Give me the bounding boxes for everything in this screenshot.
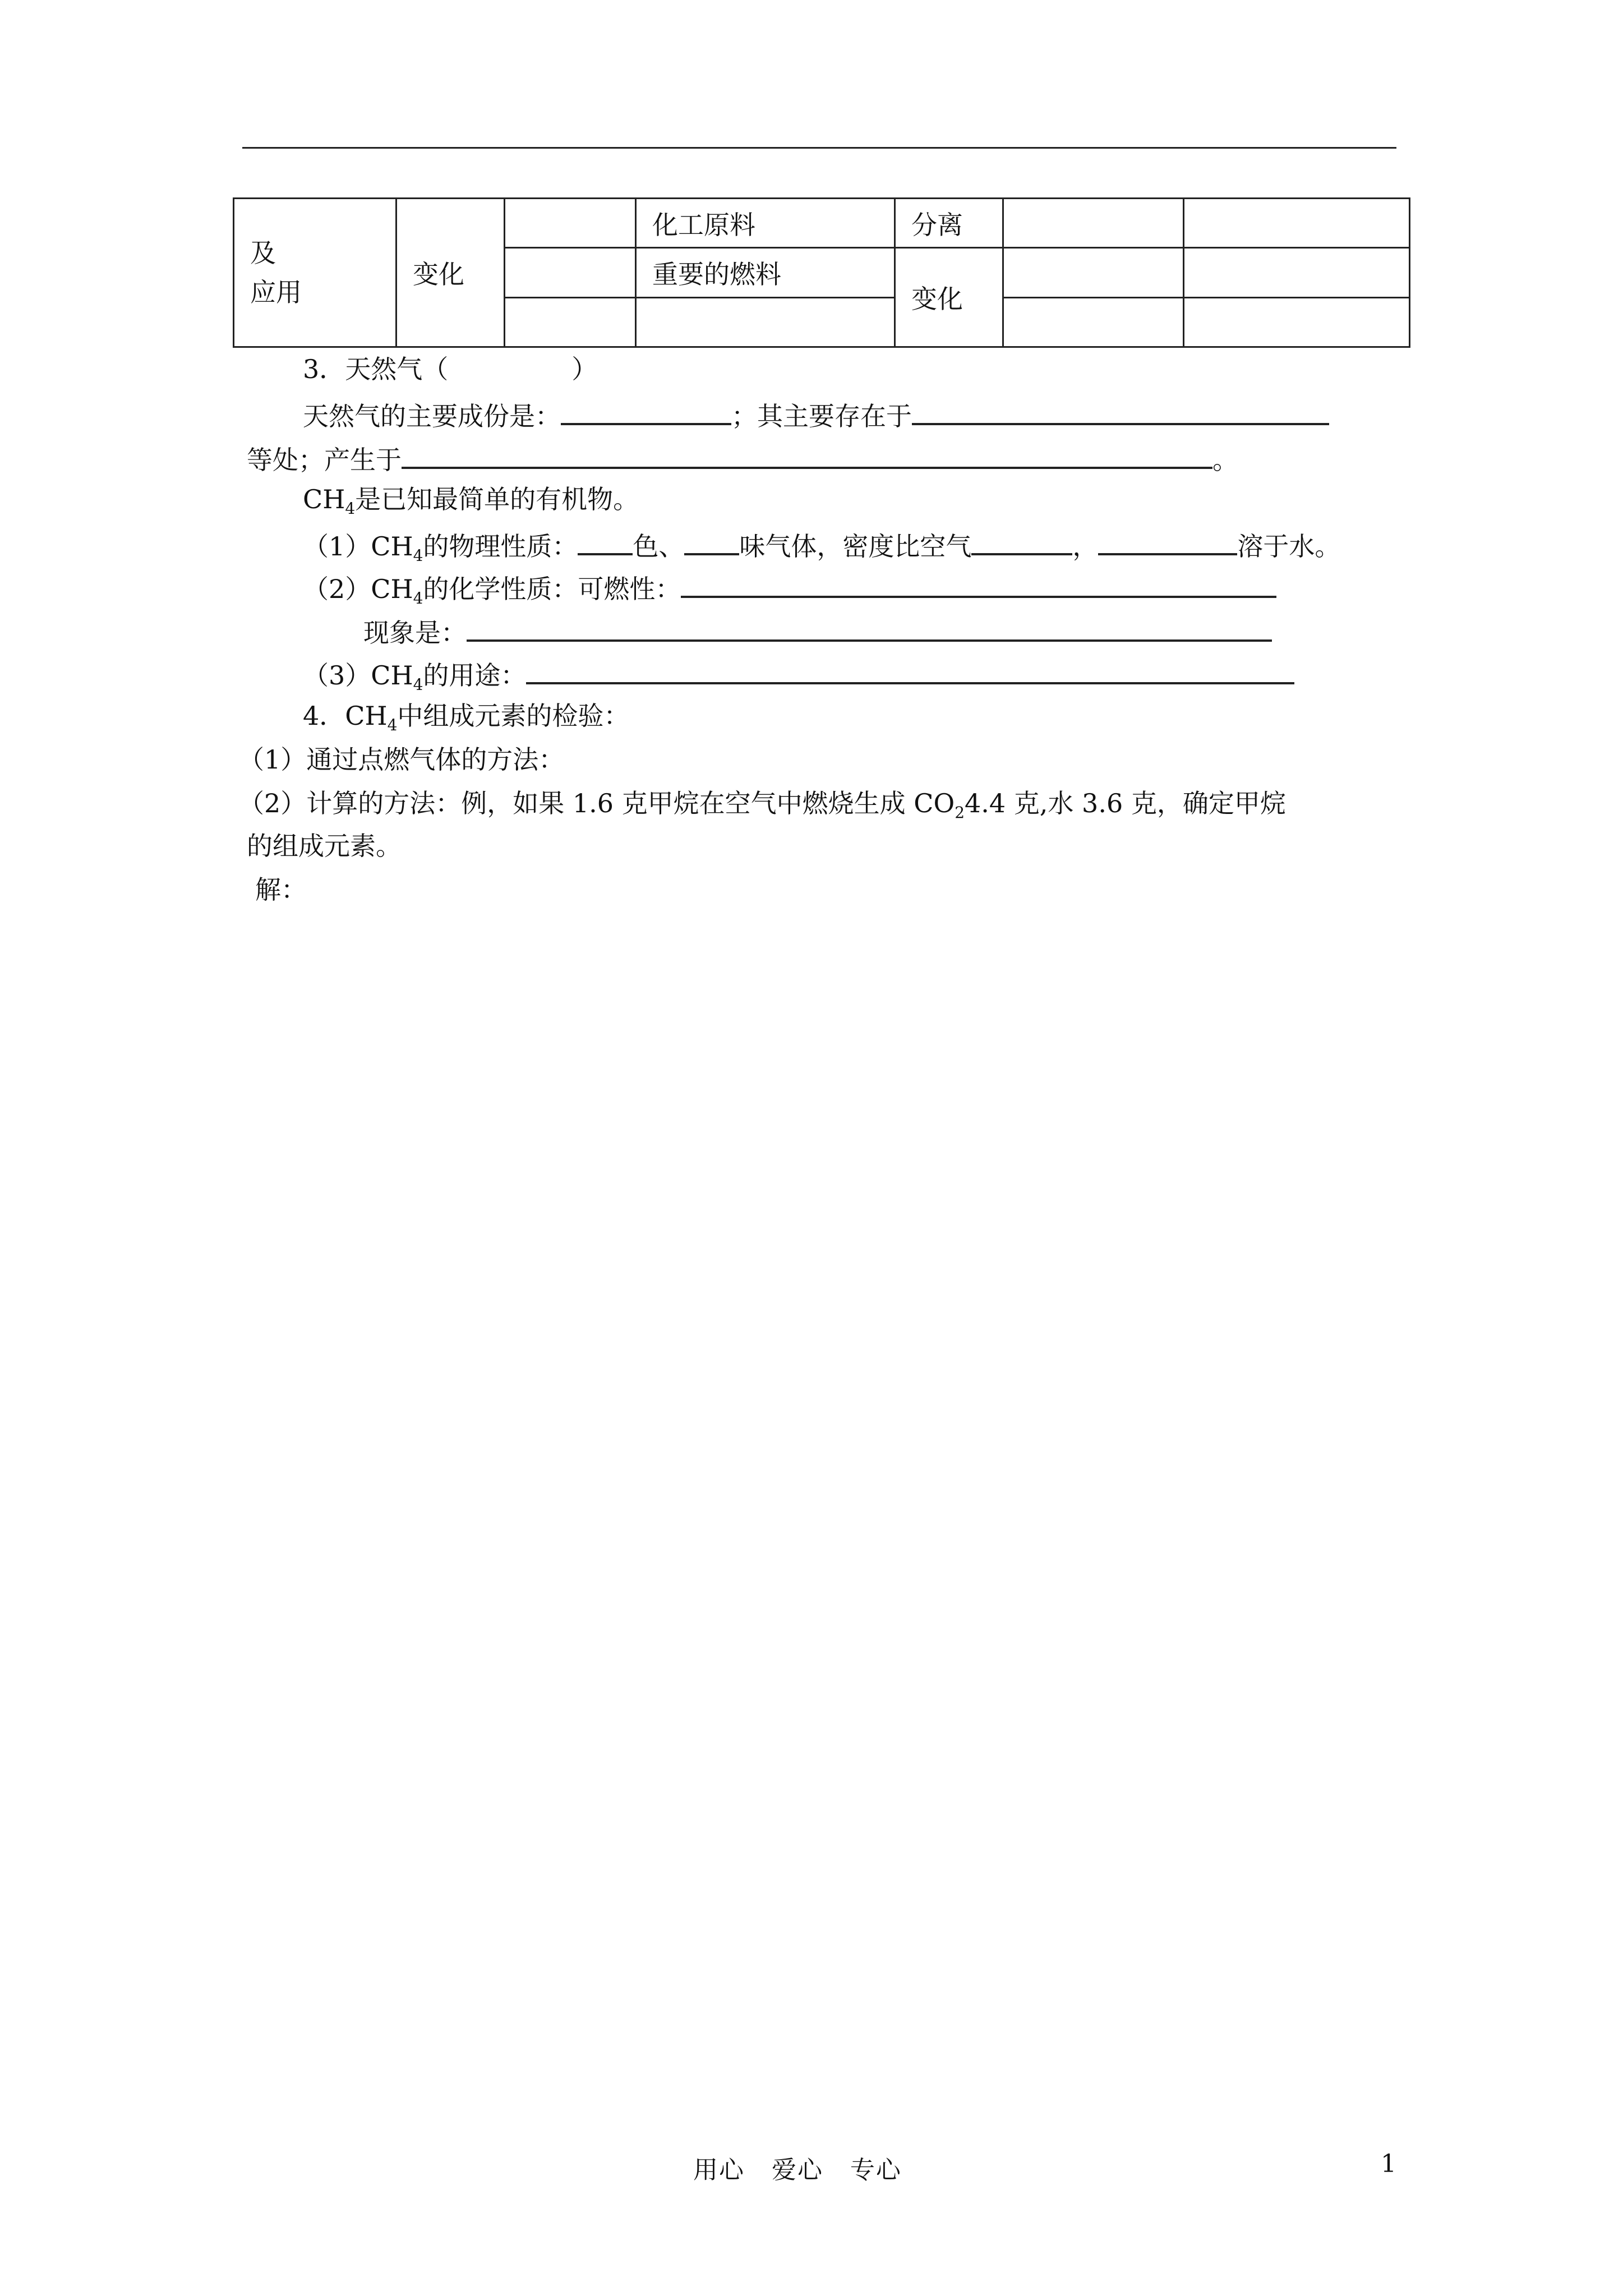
table-cell-empty — [505, 297, 636, 347]
answer-blank[interactable] — [1098, 526, 1237, 555]
section4-title: 4．$CH_4$中组成元素的检验： — [303, 701, 630, 735]
method2-line: （2）计算的方法：例，如果 1.6 克甲烷在空气中燃烧生成 $CO_24.4$ 克,水 3.6 克，确定甲烷 — [238, 788, 1286, 822]
uses-line: $(3)CH_4$的用途： — [303, 655, 1294, 702]
physical-properties-line: $(1)CH_4$的物理性质： 色、 味气体，密度比空气 ， 溶于水。 — [303, 526, 1340, 573]
table-cell-empty — [1184, 199, 1410, 248]
phenomenon-line: 现象是： — [363, 613, 1272, 650]
table-cell-change-2: 变化 — [895, 248, 1003, 347]
answer-blank[interactable] — [467, 613, 1272, 642]
table-text-ji: 及 — [250, 238, 276, 268]
answer-blank[interactable] — [684, 526, 739, 555]
table-cell-separation: 分离 — [895, 199, 1003, 248]
header-rule — [242, 147, 1396, 149]
table-cell-empty — [1003, 297, 1184, 347]
table-cell-empty — [505, 248, 636, 297]
page-number: 1 — [1381, 2150, 1396, 2178]
answer-blank[interactable] — [912, 396, 1329, 425]
section3-title: 3．天然气（ ） — [303, 354, 598, 384]
table-cell-empty — [505, 199, 636, 248]
table-cell-empty — [1003, 248, 1184, 297]
produced-line: 等处；产生于 。 — [247, 440, 1238, 477]
table-cell-empty — [636, 297, 895, 347]
answer-blank[interactable] — [681, 569, 1276, 598]
answer-blank[interactable] — [578, 526, 633, 555]
answer-blank[interactable] — [402, 440, 1212, 469]
solution-label: 解： — [255, 875, 307, 905]
ch4-simplest-line: $CH_4$是已知最简单的有机物。 — [303, 484, 639, 518]
answer-blank[interactable] — [561, 396, 731, 425]
table-cell-important-fuel: 重要的燃料 — [636, 248, 895, 297]
main-component-line: 天然气的主要成份是： ；其主要存在于 — [303, 396, 1329, 433]
table-cell-empty — [1184, 248, 1410, 297]
summary-table — [233, 197, 1410, 348]
method2-continuation: 的组成元素。 — [247, 831, 402, 861]
answer-blank[interactable] — [971, 526, 1072, 555]
footer-motto: 用心 爱心 专心 — [693, 2156, 902, 2184]
table-cell-change: 变化 — [396, 199, 505, 347]
table-cell-application — [234, 199, 396, 347]
table-cell-chemical-material: 化工原料 — [636, 199, 895, 248]
table-cell-empty — [1184, 297, 1410, 347]
table-cell-empty — [1003, 199, 1184, 248]
table-text-yingyong: 应用 — [250, 277, 302, 307]
answer-blank[interactable] — [526, 655, 1294, 684]
method1-line: （1）通过点燃气体的方法： — [238, 744, 565, 775]
chemical-properties-line: $(2)CH_4$的化学性质：可燃性： — [303, 569, 1276, 615]
